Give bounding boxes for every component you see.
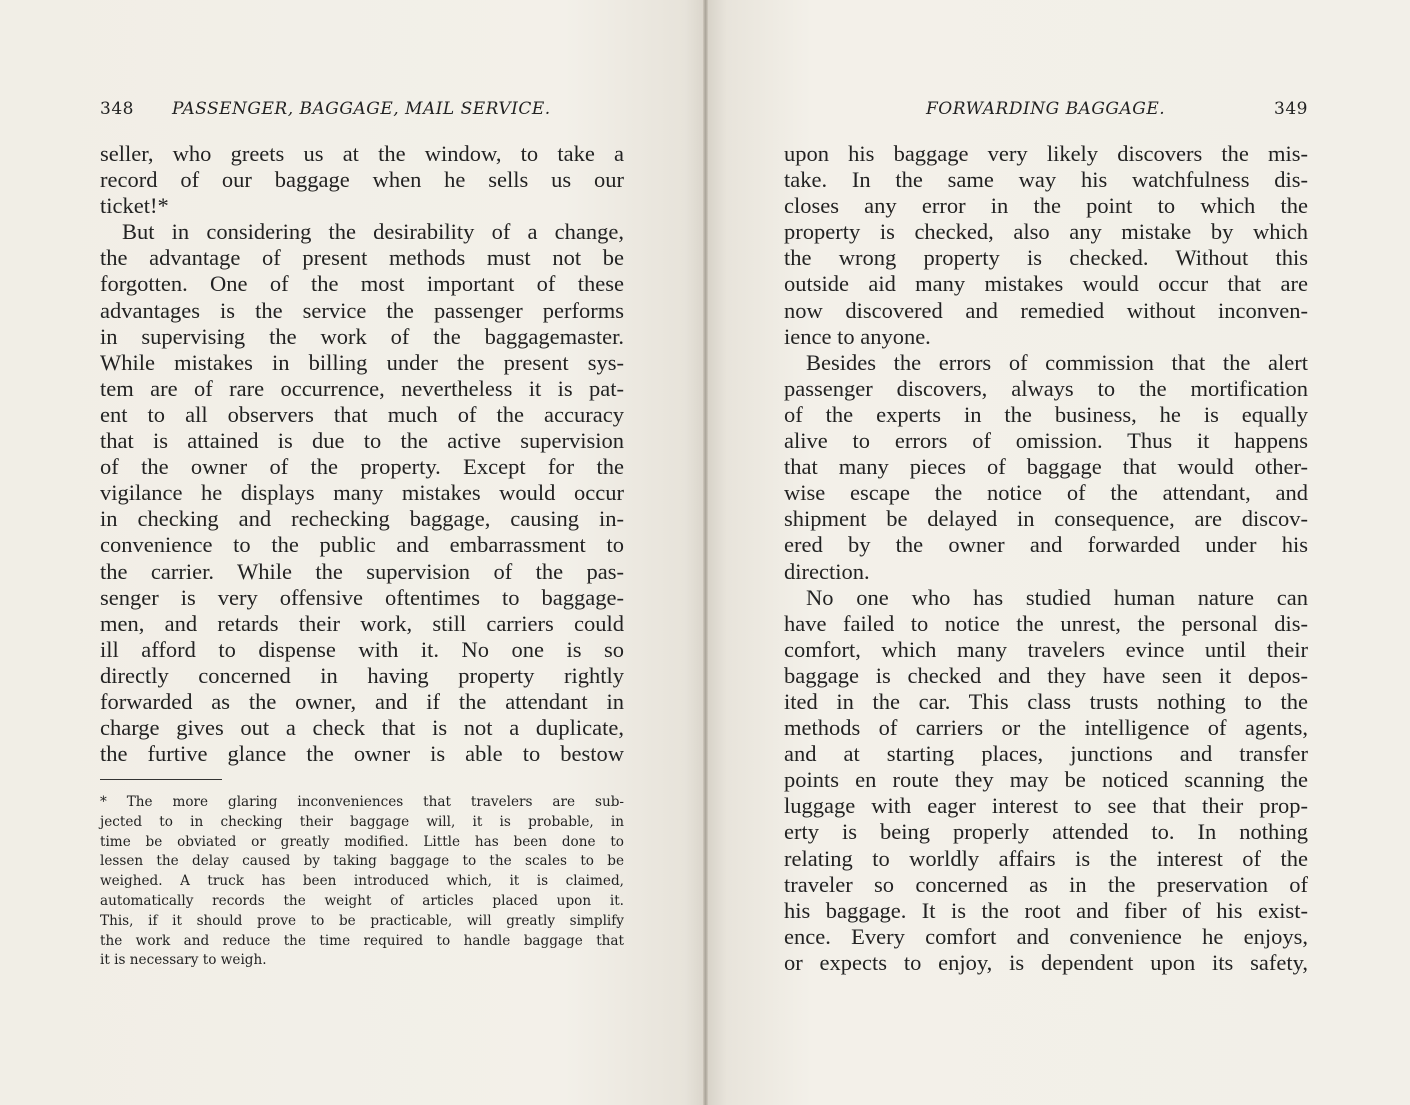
text-line: the advantage of present methods must not be	[100, 245, 624, 271]
text-line: relating to worldly affairs is the interest of the	[784, 845, 1308, 871]
text-line: seller, who greets us at the window, to take a	[100, 141, 624, 166]
text-line: ience to anyone.	[784, 323, 931, 349]
text-line: ticket!*	[100, 193, 169, 219]
text-line: advantages is the service the passenger performs	[100, 297, 624, 323]
text-line: senger is very offensive oftentimes to baggage-	[100, 584, 624, 610]
left-running-head: PASSENGER, BAGGAGE, MAIL SERVICE.	[172, 99, 551, 119]
footnote-line: jected to in checking their baggage will, it is probable, in	[100, 813, 624, 830]
left-page-number: 348	[100, 99, 134, 119]
footnote-line: it is necessary to weigh.	[100, 952, 267, 969]
text-line: and at starting places, junctions and transfer	[784, 741, 1308, 767]
text-line: in checking and rechecking baggage, causing in-	[100, 506, 624, 532]
text-line: alive to errors of omission. Thus it happens	[784, 428, 1308, 454]
right-page-number: 349	[1274, 99, 1308, 119]
text-line: or expects to enjoy, is dependent upon its safety,	[784, 949, 1308, 975]
text-line: closes any error in the point to which the	[784, 193, 1308, 219]
text-line: erty is being properly attended to. In nothing	[784, 819, 1308, 845]
left-body-text	[100, 141, 624, 767]
text-line: tem are of rare occurrence, nevertheless it is pat-	[100, 375, 624, 401]
text-line: points en route they may be noticed scanning the	[784, 767, 1308, 793]
right-page	[706, 0, 1410, 1105]
text-line: ill afford to dispense with it. No one is so	[100, 636, 624, 662]
text-line: upon his baggage very likely discovers the mis-	[784, 141, 1308, 166]
text-line: property is checked, also any mistake by which	[784, 219, 1308, 245]
text-line: forwarded as the owner, and if the attendant in	[100, 688, 624, 714]
text-line: charge gives out a check that is not a duplicate,	[100, 715, 624, 741]
left-page-header	[100, 99, 625, 121]
text-line: Besides the errors of commission that the alert	[806, 349, 1308, 375]
footnote-rule	[100, 779, 222, 780]
text-line: his baggage. It is the root and fiber of his exist-	[784, 897, 1308, 923]
footnote	[100, 793, 624, 971]
text-line: comfort, which many travelers evince until their	[784, 636, 1308, 662]
text-line: ent to all observers that much of the accuracy	[100, 401, 624, 427]
text-line: convenience to the public and embarrassment to	[100, 532, 624, 558]
text-line: vigilance he displays many mistakes would occur	[100, 480, 624, 506]
footnote-line: time be obviated or greatly modified. Little has been done to	[100, 833, 624, 850]
footnote-line: automatically records the weight of articles placed upon it.	[100, 892, 624, 909]
right-page-header	[926, 99, 1308, 121]
text-line: of the experts in the business, he is equally	[784, 401, 1308, 427]
text-line: ered by the owner and forwarded under his	[784, 532, 1308, 558]
footnote-line: This, if it should prove to be practicable, will greatly simplify	[100, 912, 624, 929]
text-line: men, and retards their work, still carriers could	[100, 610, 624, 636]
text-line: wise escape the notice of the attendant, and	[784, 480, 1308, 506]
text-line: now discovered and remedied without inconven-	[784, 297, 1308, 323]
text-line: the furtive glance the owner is able to bestow	[100, 741, 624, 767]
text-line: take. In the same way his watchfulness dis-	[784, 167, 1308, 193]
text-line: But in considering the desirability of a change,	[122, 219, 624, 245]
text-line: luggage with eager interest to see that their prop-	[784, 793, 1308, 819]
footnote-line: lessen the delay caused by taking baggage to the scales to be	[100, 853, 624, 870]
footnote-line: the work and reduce the time required to handle baggage that	[100, 932, 624, 949]
footnote-line: * The more glaring inconveniences that travelers are sub-	[100, 794, 624, 810]
text-line: While mistakes in billing under the present sys-	[100, 349, 624, 375]
text-line: in supervising the work of the baggagemaster.	[100, 323, 624, 349]
text-line: that is attained is due to the active supervision	[100, 428, 624, 454]
text-line: that many pieces of baggage that would other-	[784, 454, 1308, 480]
text-line: ited in the car. This class trusts nothing to the	[784, 688, 1308, 714]
right-body-text	[784, 141, 1308, 976]
text-line: No one who has studied human nature can	[806, 584, 1308, 610]
text-line: traveler so concerned as in the preservation of	[784, 871, 1308, 897]
text-line: passenger discovers, always to the mortification	[784, 375, 1308, 401]
book-gutter	[703, 0, 708, 1105]
text-line: methods of carriers or the intelligence of agents,	[784, 715, 1308, 741]
text-line: have failed to notice the unrest, the personal dis-	[784, 610, 1308, 636]
footnote-line: weighed. A truck has been introduced which, it is claimed,	[100, 873, 624, 890]
text-line: directly concerned in having property rightly	[100, 662, 624, 688]
text-line: baggage is checked and they have seen it depos-	[784, 662, 1308, 688]
text-line: outside aid many mistakes would occur that are	[784, 271, 1308, 297]
text-line: the wrong property is checked. Without this	[784, 245, 1308, 271]
text-line: shipment be delayed in consequence, are discov-	[784, 506, 1308, 532]
text-line: direction.	[784, 558, 870, 584]
text-line: forgotten. One of the most important of these	[100, 271, 624, 297]
text-line: of the owner of the property. Except for the	[100, 454, 624, 480]
text-line: record of our baggage when he sells us our	[100, 167, 624, 193]
text-line: ence. Every comfort and convenience he enjoys,	[784, 923, 1308, 949]
right-running-head: FORWARDING BAGGAGE.	[926, 99, 1166, 119]
text-line: the carrier. While the supervision of the pas-	[100, 558, 624, 584]
